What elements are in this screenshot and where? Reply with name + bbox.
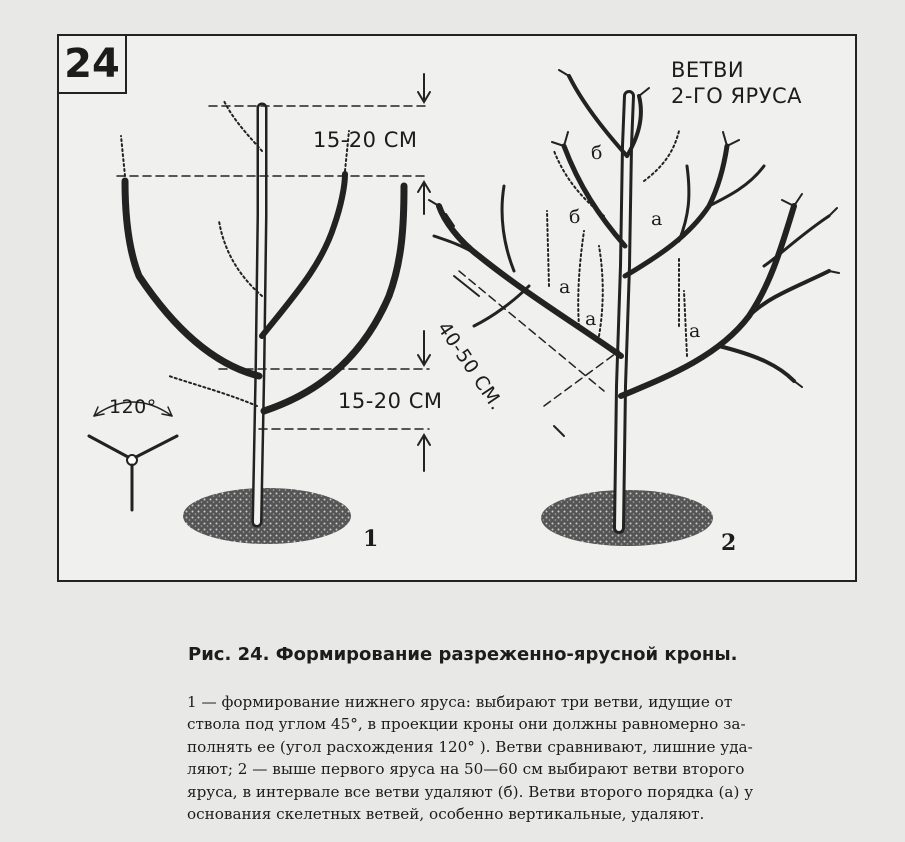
soil-mound-1 [183,488,351,544]
caption-line: 1 — формирование нижнего яруса: выбирают три ветви, идущие от [187,693,733,711]
tree-1-number: 1 [363,526,379,552]
caption-body [187,691,855,825]
caption-title-prefix: Рис. 24. [188,644,270,665]
letter-b-lower: б [569,206,581,228]
figure-number-text: 24 [64,41,120,87]
second-tier-label-line2: 2-ГО ЯРУСА [671,84,803,108]
tree-illustration [59,36,859,584]
caption-line: полнять ее (угол расхождения 120° ). Ветви сравнивают, лишние уда- [187,737,753,756]
tree-2-number: 2 [721,530,737,556]
upper-height-label: 15-20 СМ [313,128,418,152]
tree-2 [429,70,839,546]
figure-panel [57,34,857,582]
letter-a-3: а [585,308,597,330]
lower-height-label: 15-20 СМ [338,389,443,413]
letter-a-1: а [651,208,663,230]
distance-label: 40-50 СМ. [432,318,508,415]
angle-label: 120° [109,396,157,418]
caption-line: ляют; 2 — выше первого яруса на 50—60 см выбирают ветви второго [187,760,745,779]
caption-line: яруса, в интервале все ветви удаляют (б). Ветви второго порядка (а) у [187,782,754,801]
letter-a-2: а [559,276,571,298]
soil-mound-2 [541,490,713,546]
caption-line: основания скелетных ветвей, особенно вертикальные, удаляют. [187,805,705,824]
caption-title-text: Формирование разреженно-ярусной кроны. [275,644,738,665]
letter-b-upper: б [591,142,603,164]
letter-a-4: а [689,320,701,342]
caption-title [188,644,737,665]
second-tier-label-line1: ВЕТВИ [671,58,745,82]
caption-line: ствола под углом 45°, в проекции кроны они должны равномерно за- [187,715,746,734]
